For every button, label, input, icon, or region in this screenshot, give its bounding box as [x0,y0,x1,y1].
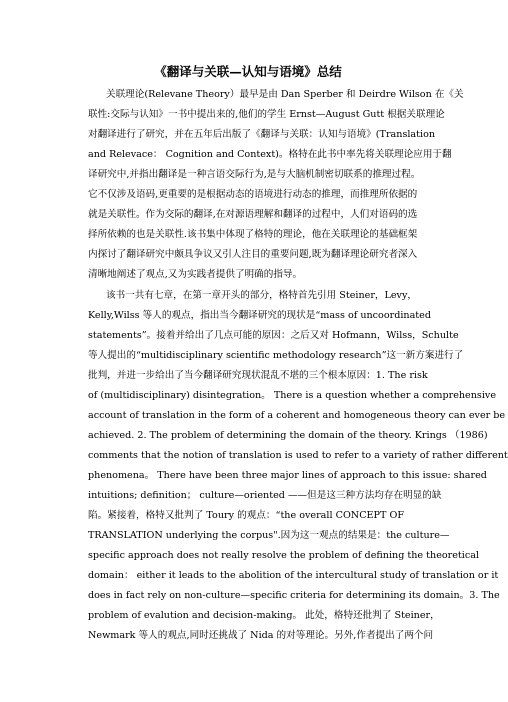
text-line: intuitions; definition； culture—oriented ——但是这三种方法均存在明显的缺 [88,490,442,501]
text-line: 它不仅涉及语码,更重要的是根据动态的语境进行动态的推理，而推理所依据的 [88,189,418,200]
text-line: specific approach does not really resolve the problem of defining the theoretical [88,550,479,561]
text-line: 内探讨了翻译研究中颇具争议又引人注目的重要问题,既为翻译理论研究者深入 [88,249,418,260]
text-line: of (multidisciplinary) disintegration。 There is a question whether a comprehensive [88,390,497,401]
text-line: TRANSLATION underlying the corpus".因为这一观点的结果是：the culture— [88,530,450,541]
document-title: 《翻译与关联—认知与语境》总结 [154,64,342,79]
text-line: Kelly,Wilss 等人的观点，指出当今翻译研究的现状是“mass of uncoordinated [88,310,431,321]
text-line: and Relevace： Cognition and Context)。格特在此书中率先将关联理论应用于翻 [88,149,452,160]
text-line: Newmark 等人的观点,同时还挑战了 Nida 的对等理论。另外,作者提出了两个问 [88,630,434,641]
text-line: domain： either it leads to the abolition of the intercultural study of translation or it [88,570,499,581]
text-line: 等人提出的“multidisciplinary scientific methodology research”这一新方案进行了 [88,350,464,361]
text-line: 该书一共有七章，在第一章开头的部分，格特首先引用 Steiner，Levy， [106,290,417,301]
text-line: 联性:交际与认知》一书中提出来的,他们的学生 Ernst—August Gutt 根据关联理论 [88,109,445,120]
text-line: phenomena。 There have been three major lines of approach to this issue: shared [88,470,487,481]
text-line: statements”。接着并给出了几点可能的原因：之后又对 Hofmann，Wilss，Schulte [88,330,459,341]
text-line: 对翻译进行了研究，并在五年后出版了《翻译与关联：认知与语境》(Translation [88,129,436,140]
text-line: comments that the notion of translation is used to refer to a variety of rather different [88,450,508,461]
text-line: 关联理论(Relevane Theory）最早是由 Dan Sperber 和 Deirdre Wilson 在《关 [106,89,464,100]
text-line: does in fact rely on non-culture—specific criteria for determining its domain。3. The [88,590,500,601]
text-line: 择所依赖的也是关联性.该书集中体现了格特的理论，他在关联理论的基础框架 [88,229,418,240]
text-line: 就是关联性。作为交际的翻译,在对源语理解和翻译的过程中，人们对语码的选 [88,209,418,220]
text-line: 清晰地阐述了观点,又为实践者提供了明确的指导。 [88,269,303,280]
text-line: 译研究中,并指出翻译是一种言语交际行为,是与大脑机制密切联系的推理过程。 [88,169,421,180]
text-line: account of translation in the form of a coherent and homogeneous theory can ever be [88,410,506,421]
text-line: problem of evalution and decision-making。 此处，格特还批判了 Steiner， [88,610,440,621]
text-line: 批判，并进一步给出了当今翻译研究现状混乱不堪的三个根本原因：1. The risk [88,370,428,381]
text-line: achieved. 2. The problem of determining the domain of the theory. Krings （1986) [88,430,488,441]
text-line: 陷。紧接着，格特又批判了 Toury 的观点：“the overall CONCEPT OF [88,510,404,521]
